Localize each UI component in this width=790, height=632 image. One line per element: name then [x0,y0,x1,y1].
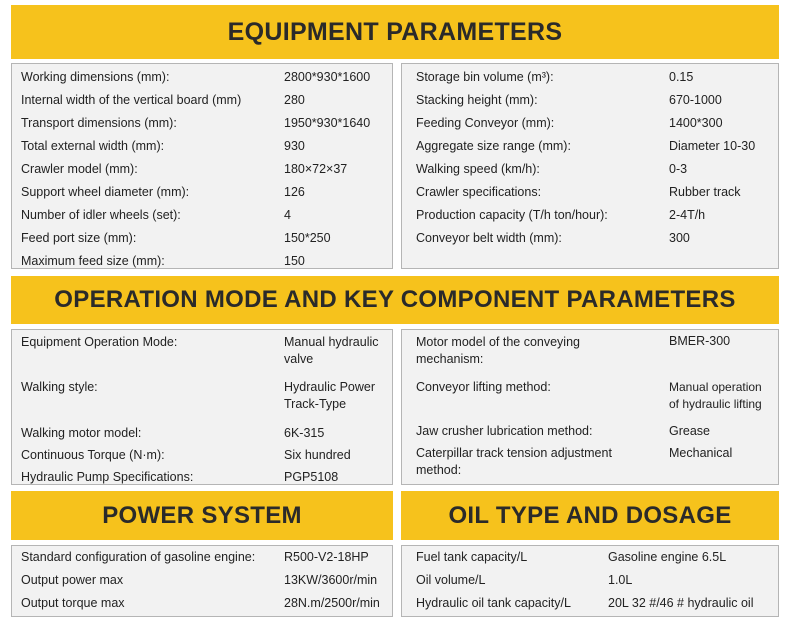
param-value: Manual hydraulic [284,335,379,349]
param-value: 1950*930*1640 [284,116,371,130]
param-value: valve [284,352,314,366]
power-system-title: POWER SYSTEM [102,501,302,529]
param-label: Feeding Conveyor (mm): [416,116,555,130]
param-label: Feed port size (mm): [21,231,137,245]
table-row [402,112,778,135]
table-row [402,181,778,204]
param-label: Continuous Torque (N·m): [21,448,165,462]
table-row [12,204,392,227]
param-label: Transport dimensions (mm): [21,116,177,130]
table-row [12,379,392,425]
param-label: Storage bin volume (m³): [416,70,554,84]
param-value: Grease [669,424,710,438]
param-label: Walking speed (km/h): [416,162,540,176]
param-label: Motor model of the conveying [416,335,580,349]
param-label: Walking style: [21,380,98,394]
param-label: Conveyor lifting method: [416,380,551,394]
param-label: Stacking height (mm): [416,93,538,107]
param-label: Internal width of the vertical board (mm) [21,93,242,107]
param-value: Diameter 10-30 [669,139,756,153]
param-value: 13KW/3600r/min [284,573,378,587]
table-row [12,112,392,135]
table-row [402,546,778,569]
table-row [12,227,392,250]
param-label: Walking motor model: [21,426,142,440]
oil-type-banner [401,491,779,540]
table-row [402,592,778,615]
param-label: Number of idler wheels (set): [21,208,181,222]
equipment-parameters-banner [11,5,779,59]
param-label: Aggregate size range (mm): [416,139,571,153]
param-value: 0-3 [669,162,688,176]
param-label: Equipment Operation Mode: [21,335,178,349]
table-row [402,445,778,485]
equipment-left-table [11,63,393,269]
param-value: R500-V2-18HP [284,550,369,564]
param-label: Standard configuration of gasoline engine: [21,550,256,564]
param-label: Working dimensions (mm): [21,70,170,84]
param-label: mechanism: [416,352,484,366]
operation-mode-title: OPERATION MODE AND KEY COMPONENT PARAMETERS [54,286,736,313]
table-row [402,204,778,227]
table-row [402,66,778,89]
param-value: 4 [284,208,291,222]
param-value: BMER-300 [669,334,731,348]
table-row [12,425,392,447]
table-row [12,89,392,112]
table-row [12,546,392,569]
table-row [12,447,392,469]
table-row [402,569,778,592]
param-value: 280 [284,93,305,107]
table-row [12,334,392,379]
param-value: Six hundred [284,448,351,462]
param-value: 670-1000 [669,93,722,107]
param-value: PGP5108 [284,470,339,484]
param-value: Rubber track [669,185,741,199]
param-label: Crawler specifications: [416,185,542,199]
param-label: Output torque max [21,596,125,610]
param-value: of hydraulic lifting [669,397,762,411]
param-label: Total external width (mm): [21,139,165,153]
param-label: Support wheel diameter (mm): [21,185,190,199]
operation-left-table [11,329,393,485]
param-label: Fuel tank capacity/L [416,550,528,564]
param-label: Caterpillar track tension adjustment [416,446,612,460]
param-label: Hydraulic oil tank capacity/L [416,596,571,610]
table-row [12,66,392,89]
table-row [12,158,392,181]
param-label: method: [416,463,462,477]
table-row [12,592,392,615]
param-value: 28N.m/2500r/min [284,596,380,610]
param-label: Oil volume/L [416,573,486,587]
table-row [12,250,392,273]
table-row [12,469,392,491]
param-value: 150 [284,254,305,268]
table-row [402,423,778,445]
param-value: 930 [284,139,305,153]
param-value: 6K-315 [284,426,325,440]
table-row [402,135,778,158]
table-row [402,334,778,379]
param-value: 0.15 [669,70,694,84]
param-value: Gasoline engine 6.5L [608,550,727,564]
table-row [12,135,392,158]
oil-type-title: OIL TYPE AND DOSAGE [448,501,732,529]
param-value: Track-Type [284,397,347,411]
operation-right-table [401,329,779,485]
param-value: Manual operation [669,380,762,394]
param-value: 1.0L [608,573,633,587]
param-value: 20L 32 #/46 # hydraulic oil [608,596,754,610]
equipment-parameters-title: EQUIPMENT PARAMETERS [227,17,563,46]
param-value: Mechanical [669,446,733,460]
table-row [402,89,778,112]
table-row [402,158,778,181]
table-row [402,227,778,250]
power-system-table [11,545,393,617]
param-value: 150*250 [284,231,331,245]
param-label: Maximum feed size (mm): [21,254,165,268]
param-value: 126 [284,185,305,199]
equipment-right-table [401,63,779,269]
param-value: 2-4T/h [669,208,706,222]
param-value: 1400*300 [669,116,723,130]
param-value: Hydraulic Power [284,380,376,394]
param-label: Production capacity (T/h ton/hour): [416,208,608,222]
param-label: Jaw crusher lubrication method: [416,424,593,438]
param-label: Hydraulic Pump Specifications: [21,470,194,484]
param-label: Conveyor belt width (mm): [416,231,562,245]
param-value: 2800*930*1600 [284,70,371,84]
param-label: Output power max [21,573,124,587]
power-system-banner [11,491,393,540]
table-row [12,569,392,592]
param-value: 180×72×37 [284,162,348,176]
table-row [12,181,392,204]
table-row [402,379,778,423]
param-value: 300 [669,231,690,245]
operation-mode-banner [11,276,779,324]
oil-dosage-table [401,545,779,617]
param-label: Crawler model (mm): [21,162,138,176]
